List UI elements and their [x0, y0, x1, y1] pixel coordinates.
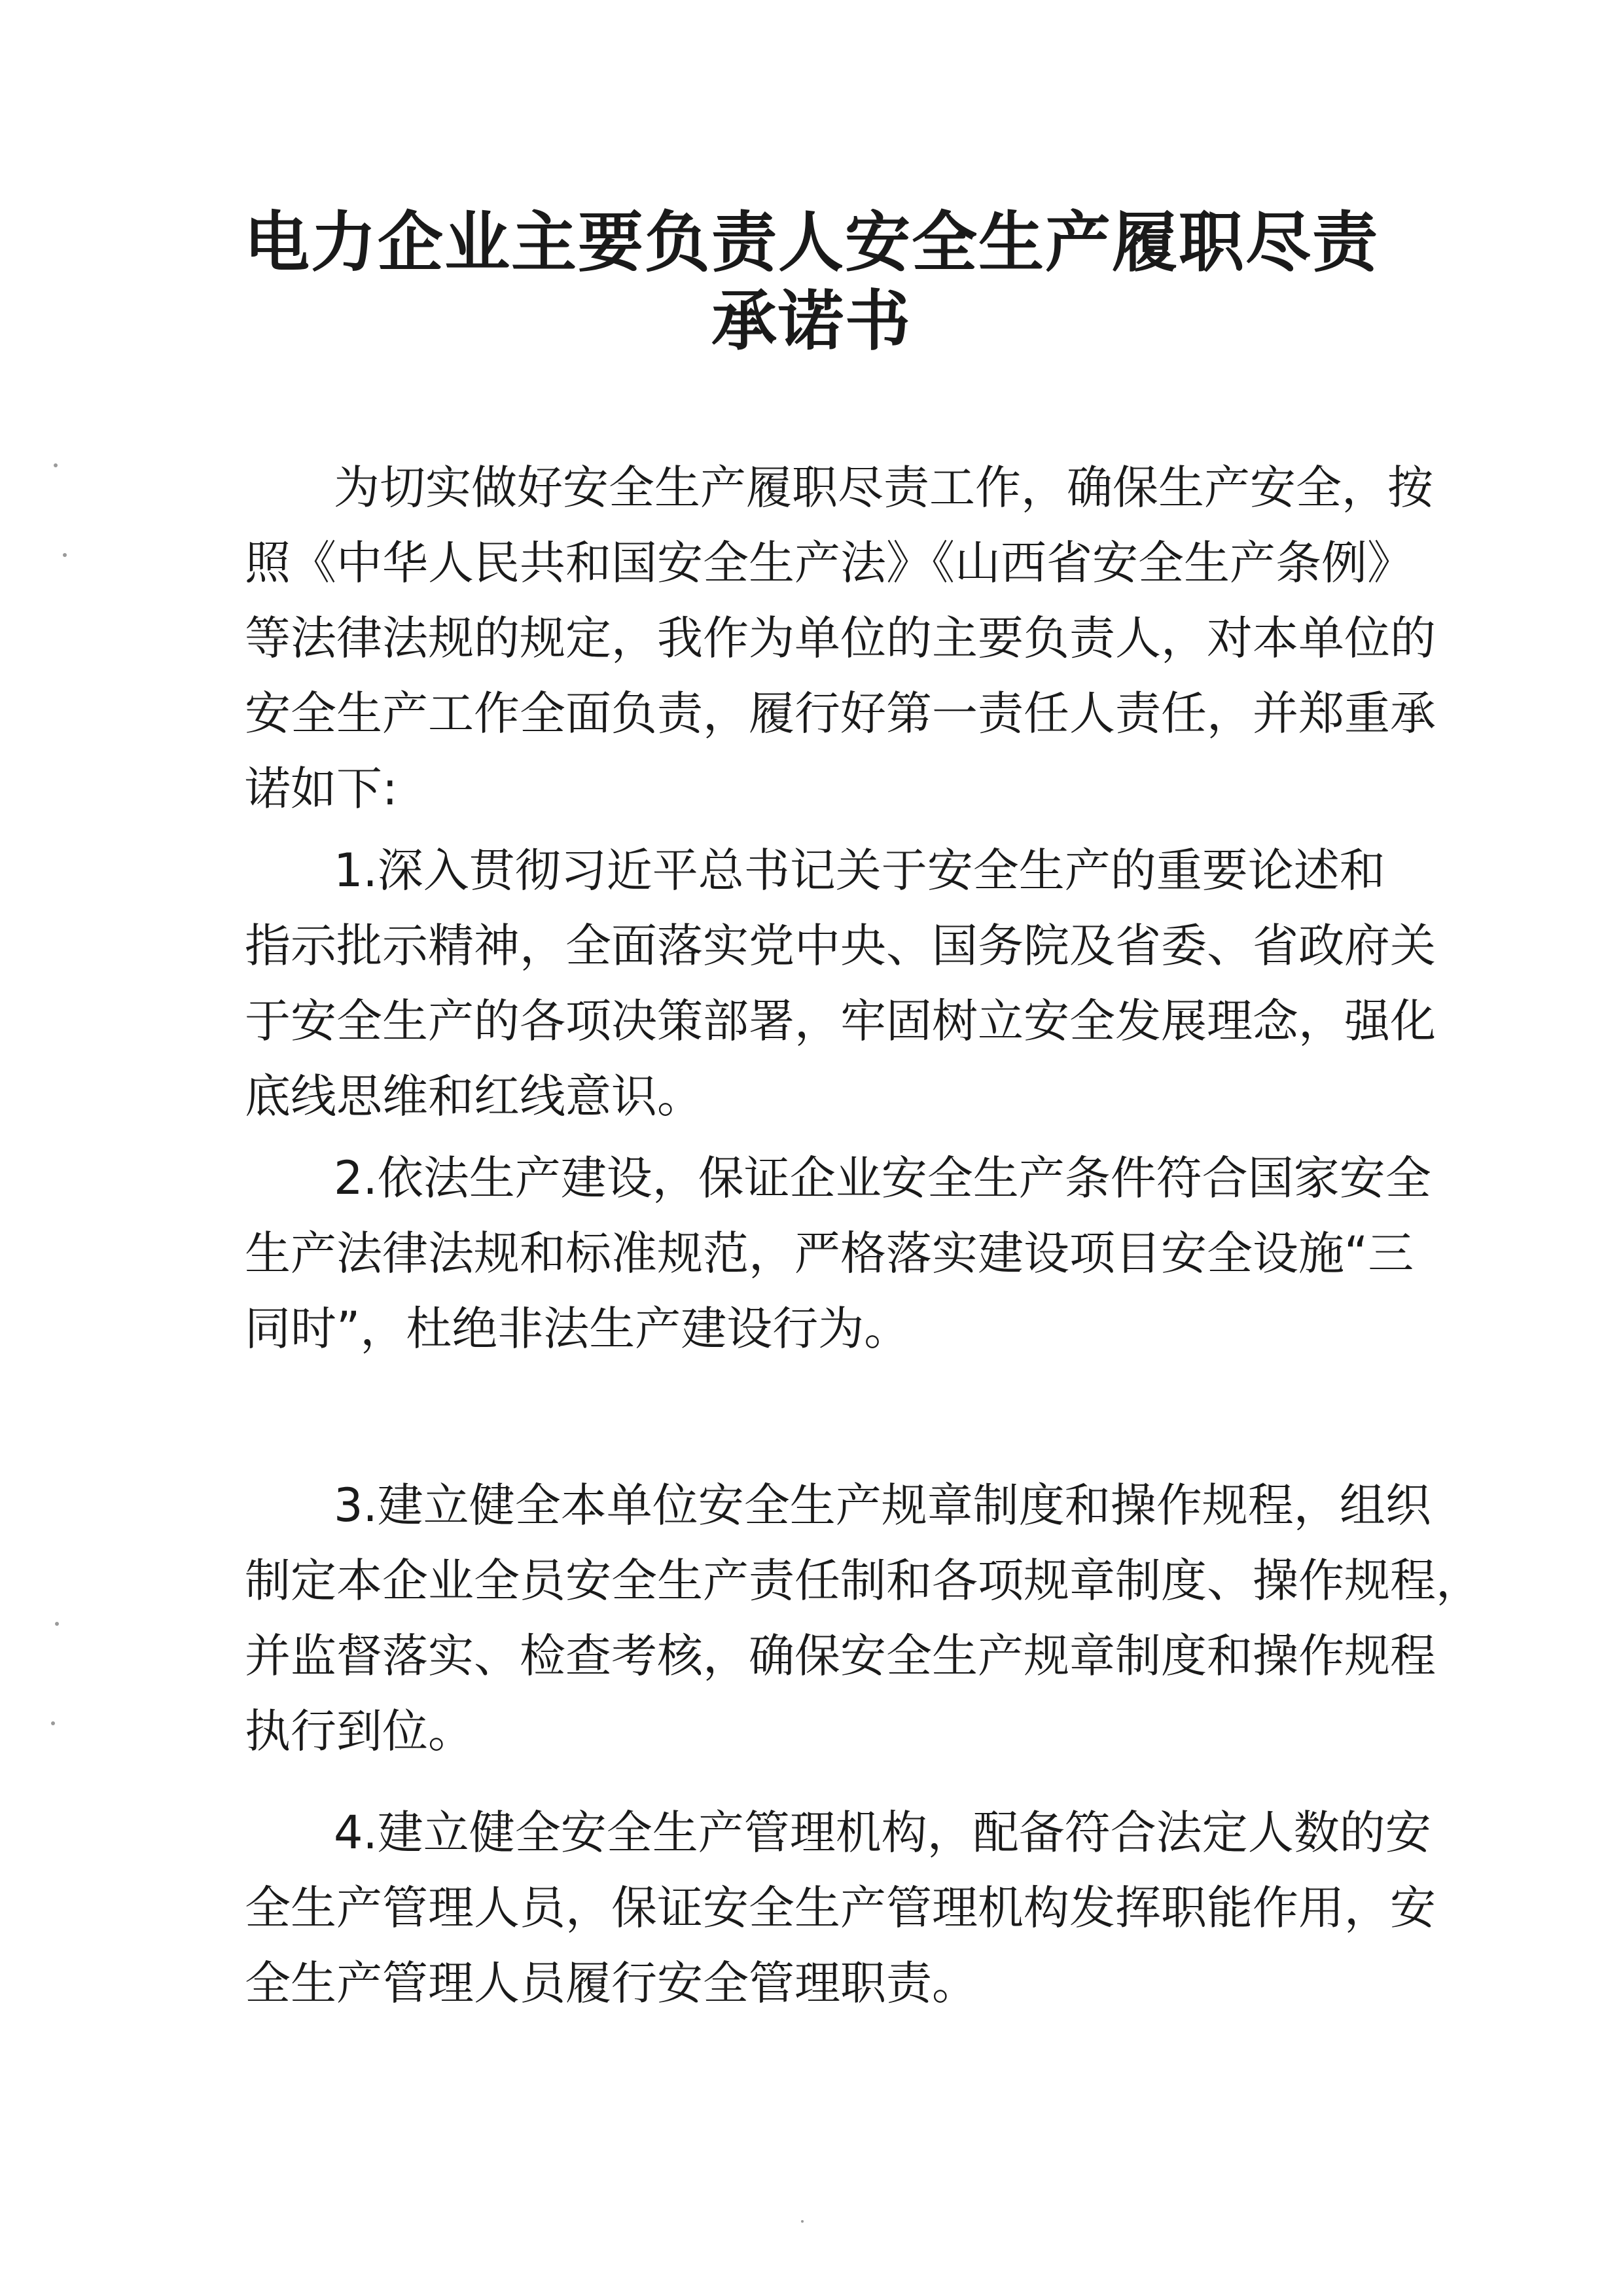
body-line: 照《中华人民共和国安全生产法》《山西省安全生产条例》 — [245, 536, 1413, 590]
body-line: 生产法律法规和标准规范，严格落实建设项目安全设施“三 — [245, 1227, 1414, 1280]
document-title-line-1: 电力企业主要负责人安全生产履职尽责 — [244, 204, 1379, 281]
body-line: 同时”，杜绝非法生产建设行为。 — [245, 1302, 910, 1355]
list-item-line: 2.依法生产建设，保证企业安全生产条件符合国家安全 — [334, 1151, 1431, 1205]
body-line: 安全生产工作全面负责，履行好第一责任人责任，并郑重承 — [245, 687, 1436, 740]
list-item-line: 1.深入贯彻习近平总书记关于安全生产的重要论述和 — [334, 844, 1385, 897]
document-title-line-2: 承诺书 — [711, 282, 912, 359]
body-line: 等法律法规的规定，我作为单位的主要负责人，对本单位的 — [245, 611, 1436, 665]
body-line: 底线思维和红线意识。 — [245, 1069, 703, 1123]
scan-speck — [51, 1721, 55, 1725]
body-line: 为切实做好安全生产履职尽责工作，确保生产安全，按 — [334, 461, 1433, 514]
scan-speck — [63, 553, 67, 557]
body-line: 全生产管理人员，保证安全生产管理机构发挥职能作用，安 — [245, 1881, 1436, 1935]
body-line: 诺如下: — [245, 762, 398, 816]
list-item-line: 3.建立健全本单位安全生产规章制度和操作规程，组织 — [334, 1479, 1431, 1532]
body-line: 执行到位。 — [245, 1704, 474, 1758]
scan-speck — [55, 1622, 59, 1626]
scan-speck — [54, 463, 58, 467]
body-line: 全生产管理人员履行安全管理职责。 — [245, 1956, 978, 2010]
body-line: 并监督落实、检查考核，确保安全生产规章制度和操作规程 — [245, 1629, 1436, 1683]
body-line: 于安全生产的各项决策部署，牢固树立安全发展理念，强化 — [245, 994, 1436, 1048]
body-line: 指示批示精神，全面落实党中央、国务院及省委、省政府关 — [245, 919, 1436, 973]
list-item-line: 4.建立健全安全生产管理机构，配备符合法定人数的安 — [334, 1806, 1431, 1859]
body-line: 制定本企业全员安全生产责任制和各项规章制度、操作规程， — [245, 1554, 1482, 1607]
scan-speck — [801, 2220, 804, 2223]
